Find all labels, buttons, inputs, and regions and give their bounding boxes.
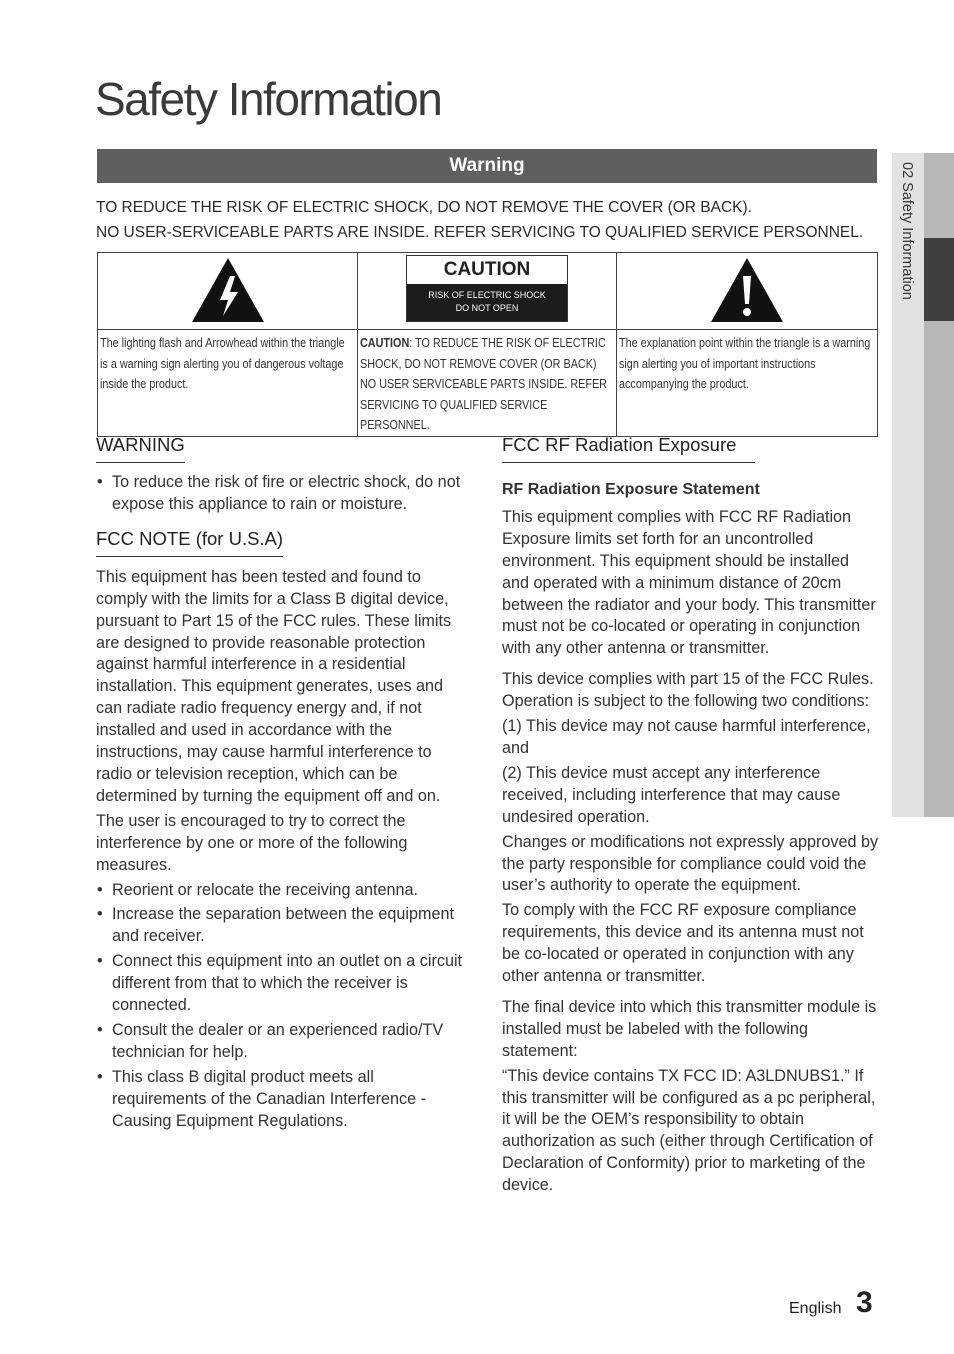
rf-subheading: RF Radiation Exposure Statement bbox=[502, 481, 760, 498]
footer-language: English bbox=[789, 1300, 842, 1317]
exclamation-description: The explanation point within the triangle is a warning sign alerting you of important instructions accompanying the product. bbox=[619, 335, 871, 391]
lightning-triangle-icon bbox=[190, 256, 266, 324]
rf-paragraph-8: “This device contains TX FCC ID: A3LDNUBS1.” If this transmitter will be configured as a pc peripheral, it will be the OEM’s responsibility to obtain authorization as such (either through Certification of Declaration of Conformity) prior to marketing of the device. bbox=[502, 1066, 876, 1195]
list-item: • This class B digital product meets all requirements of the Canadian Interference - Causing Equipment Regulations. bbox=[96, 1067, 470, 1133]
caution-description bbox=[360, 333, 614, 436]
caution-description-text: : TO REDUCE THE RISK OF ELECTRIC SHOCK, DO NOT REMOVE COVER (OR BACK) NO USER SERVICEABLE PARTS INSIDE. REFER SERVICING TO QUALIFIED SERVICE PERSONNEL. bbox=[360, 335, 607, 432]
intro-line-1: TO REDUCE THE RISK OF ELECTRIC SHOCK, DO NOT REMOVE THE COVER (OR BACK). bbox=[96, 199, 752, 216]
warning-section-bar: Warning bbox=[97, 149, 877, 183]
warning-heading: WARNING bbox=[96, 434, 185, 463]
lightning-description: The lighting flash and Arrowhead within the triangle is a warning sign alerting you of dangerous voltage inside the product. bbox=[100, 335, 345, 391]
right-column bbox=[502, 434, 880, 1197]
exclamation-description-cell bbox=[617, 330, 878, 437]
fcc-rf-heading: FCC RF Radiation Exposure bbox=[502, 434, 755, 463]
caution-description-bold: CAUTION bbox=[360, 335, 410, 350]
list-item: • Connect this equipment into an outlet on a circuit different from that to which the receiver is connected. bbox=[96, 951, 470, 1017]
exclamation-triangle-cell bbox=[617, 253, 878, 330]
caution-label-box bbox=[406, 255, 568, 322]
caution-label-cell bbox=[358, 253, 617, 330]
list-item: • Reorient or relocate the receiving antenna. bbox=[96, 880, 470, 902]
rf-paragraph-7: The final device into which this transmitter module is installed must be labeled with the following statement: bbox=[502, 997, 877, 1060]
sidebar-chapter-label: 02 Safety Information bbox=[899, 162, 915, 300]
caution-description-cell bbox=[358, 330, 617, 437]
lightning-triangle-cell bbox=[98, 253, 358, 330]
list-item: • Consult the dealer or an experienced radio/TV technician for help. bbox=[96, 1020, 470, 1064]
rf-paragraph-1: This equipment complies with FCC RF Radiation Exposure limits set forth for an uncontrolled environment. This equipment should be installed and operated with a minimum distance of 20cm between the radiator and your body. This transmitter must not be co-located or operating in conjunction with any other antenna or transmitter. bbox=[502, 507, 876, 658]
intro-line-2: NO USER-SERVICEABLE PARTS ARE INSIDE. REFER SERVICING TO QUALIFIED SERVICE PERSONNEL. bbox=[96, 224, 864, 241]
caution-label-title: CAUTION bbox=[443, 259, 531, 280]
fcc-paragraph-2: The user is encouraged to try to correct the interference by one or more of the following measures. bbox=[96, 811, 408, 874]
page-number: 3 bbox=[856, 1286, 873, 1319]
lightning-description-cell bbox=[98, 330, 358, 437]
exclamation-triangle-icon bbox=[709, 256, 785, 324]
rf-paragraph-2: This device complies with part 15 of the FCC Rules. Operation is subject to the following two conditions: bbox=[502, 670, 874, 711]
rf-paragraph-3: (1) This device may not cause harmful interference, and bbox=[502, 717, 871, 757]
caution-sub-line-1: RISK OF ELECTRIC SHOCK bbox=[428, 290, 546, 300]
list-item: • Increase the separation between the equipment and receiver. bbox=[96, 904, 470, 948]
rf-paragraph-5: Changes or modifications not expressly approved by the party responsible for compliance could void the user’s authority to operate the equipment. bbox=[502, 832, 879, 895]
warning-bullet: • To reduce the risk of fire or electric shock, do not expose this appliance to rain or moisture. bbox=[96, 472, 470, 516]
left-column bbox=[96, 434, 470, 1132]
fcc-paragraph-1: This equipment has been tested and found to comply with the limits for a Class B digital device, pursuant to Part 15 of the FCC rules. These limits are designed to provide reasonable protection against harmful interference in a residential installation. This equipment generates, uses and can radiate radio frequency energy and, if not installed and used in accordance with the instructions, may cause harmful interference to radio or television reception, which can be determined by turning the equipment off and on. bbox=[96, 567, 452, 805]
caution-label-sub bbox=[407, 284, 567, 321]
rf-paragraph-6: To comply with the FCC RF exposure compliance requirements, this device and its antenna must not be co-located or operated in conjunction with any other antenna or transmitter. bbox=[502, 901, 864, 986]
safety-symbols-table bbox=[97, 252, 878, 437]
fcc-note-heading: FCC NOTE (for U.S.A) bbox=[96, 528, 283, 557]
page-title: Safety Information bbox=[95, 73, 442, 125]
caution-sub-line-2: DO NOT OPEN bbox=[455, 303, 519, 313]
rf-paragraph-4: (2) This device must accept any interference received, including interference that may cause undesired operation. bbox=[502, 763, 841, 826]
sidebar-active-marker bbox=[924, 238, 954, 321]
